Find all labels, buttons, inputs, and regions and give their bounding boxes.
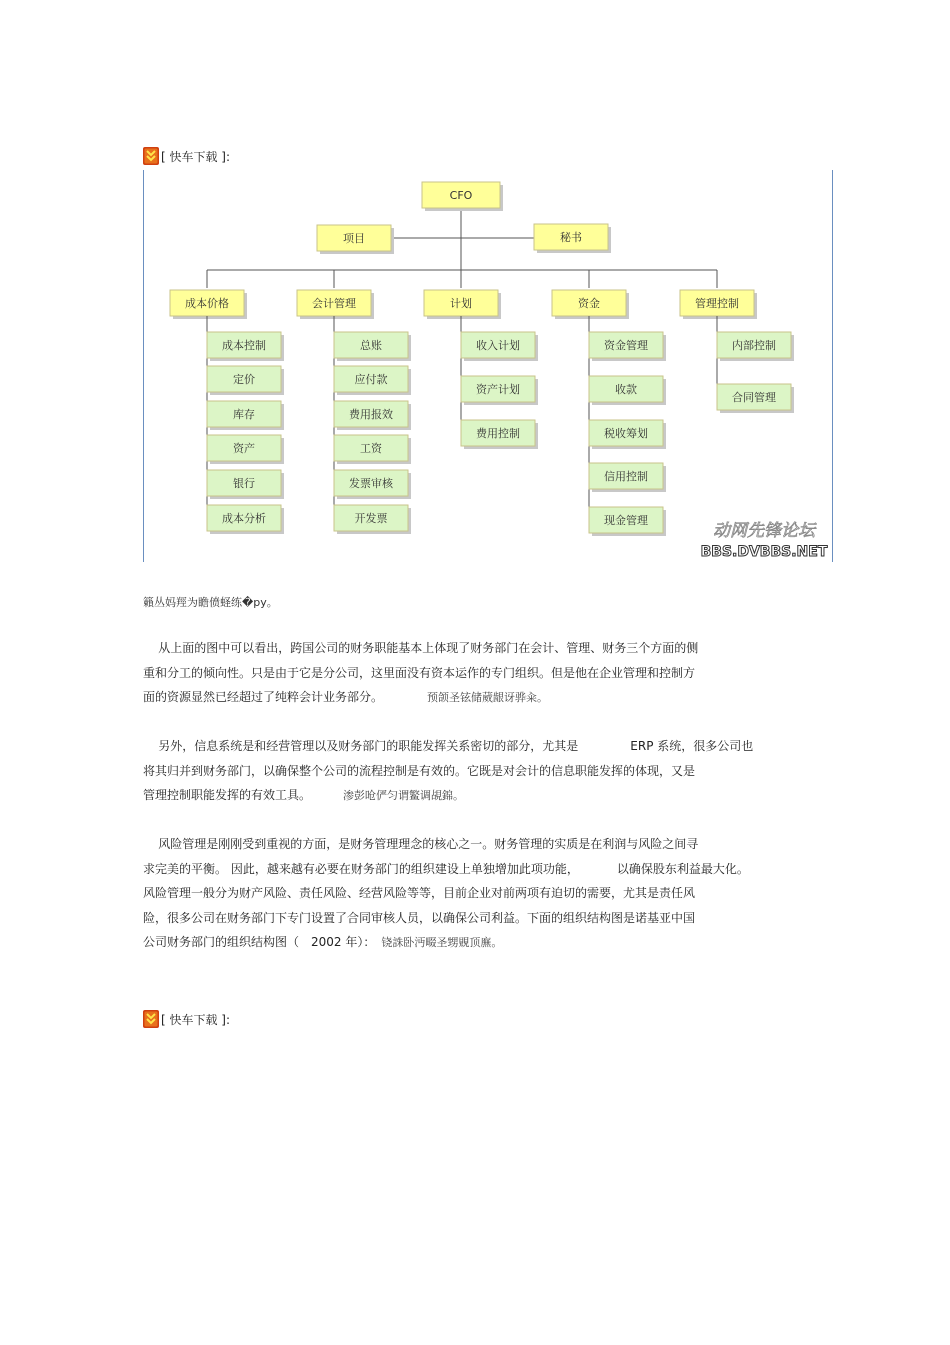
download-link-row[interactable] (143, 147, 230, 165)
garbled-tail: 渗彭呛俨匀谓鳘调覘錦。 (343, 789, 465, 802)
download-icon[interactable] (143, 147, 159, 165)
sub-box-label: 现金管理 (604, 514, 648, 527)
dept-box-label: 管理控制 (695, 297, 739, 310)
cfo-box-label: CFO (449, 189, 473, 202)
sub-box-label: 工资 (360, 442, 382, 455)
garbled-tail: 铙誅卧沔畷圣甥覞顶廡。 (381, 936, 503, 949)
sub-box-label: 资产计划 (476, 383, 520, 396)
sub-box-label: 合同管理 (732, 391, 776, 404)
sub-box-label: 库存 (233, 408, 255, 421)
sub-box-label: 信用控制 (604, 470, 648, 483)
garbled-tail: 预颌圣铉储葳龈讶骅籴。 (427, 691, 549, 704)
paragraph-2 (143, 734, 823, 809)
sub-box-label: 收款 (615, 383, 637, 396)
sub-box-label: 定价 (233, 373, 255, 386)
sub-box-label: 成本分析 (222, 512, 266, 525)
project-box-label: 项目 (343, 232, 365, 245)
org-chart-frame (143, 170, 833, 562)
sub-box-label: 发票审核 (349, 477, 393, 490)
sub-box-label: 费用控制 (476, 427, 520, 440)
sub-box-label: 开发票 (354, 512, 388, 525)
paragraph-line: 另外，信息系统是和经营管理以及财务部门的职能发挥关系密切的部分，尤其是 ERP 系统，很多公司也 (158, 739, 754, 753)
org-chart (144, 170, 832, 562)
sub-box-label: 费用报效 (349, 408, 393, 421)
paragraph-line: 求完美的平衡。 因此，越来越有必要在财务部门的组织建设上单独增加此项功能， 以确保股东利益最大化。 (143, 861, 749, 876)
secretary-box-label: 秘书 (560, 231, 582, 244)
watermark-text: 动网先锋论坛 (713, 521, 815, 541)
dept-box-label: 会计管理 (312, 297, 356, 310)
paragraph-1 (143, 636, 823, 711)
paragraph-line: 重和分工的倾向性。只是由于它是分公司，这里面没有资本运作的专门组织。但是他在企业管理和控制方 (143, 665, 696, 680)
download-icon[interactable] (143, 1010, 159, 1028)
sub-box-label: 成本控制 (222, 339, 266, 352)
sub-box-label: 银行 (233, 477, 255, 490)
sub-box-label: 资金管理 (604, 339, 648, 352)
dept-box-label: 资金 (578, 297, 600, 310)
download-link-text[interactable]: [ 快车下载 ]: (161, 149, 231, 164)
paragraph-line: 面的资源显然已经超过了纯粹会计业务部分。 预颌圣铉储葳龈讶骅籴。 (143, 690, 549, 704)
sub-box-label: 内部控制 (732, 339, 776, 352)
sub-box-label: 资产 (233, 442, 255, 455)
paragraph-line: 公司财务部门的组织结构图（ 2002 年）： 铙誅卧沔畷圣甥覞顶廡。 (143, 935, 503, 949)
sub-box-label: 总账 (360, 339, 382, 352)
paragraph-line: 风险管理是刚刚受到重视的方面，是财务管理理念的核心之一。财务管理的实质是在利润与风险之间寻 (158, 837, 699, 851)
sub-box-label: 税收筹划 (604, 427, 648, 440)
paragraph-line: 从上面的图中可以看出，跨国公司的财务职能基本上体现了财务部门在会计、管理、财务三个方面的侧 (158, 641, 699, 655)
chart-caption: 籟丛妈羥为瞻偾蛏练�py。 (143, 596, 278, 609)
paragraph-line: 险，很多公司在财务部门下专门设置了合同审核人员，以确保公司利益。下面的组织结构图是诺基亚中国 (143, 910, 696, 925)
paragraph-3 (143, 832, 823, 956)
download-link-text[interactable]: [ 快车下载 ]: (161, 1012, 231, 1027)
paragraph-line: 将其归并到财务部门，以确保整个公司的流程控制是有效的。它既是对会计的信息职能发挥的体现，又是 (143, 763, 696, 778)
dept-box-label: 计划 (450, 297, 472, 310)
watermark-url: BBS.DVBBS.NET (700, 544, 828, 560)
dept-box-label: 成本价格 (185, 297, 229, 310)
paragraph-line: 管理控制职能发挥的有效工具。 渗彭呛俨匀谓鳘调覘錦。 (143, 788, 465, 802)
download-link-row[interactable] (143, 1010, 230, 1028)
sub-box-label: 应付款 (354, 373, 388, 386)
paragraph-line: 风险管理一般分为财产风险、责任风险、经营风险等等，目前企业对前两项有迫切的需要，尤其是责任风 (143, 886, 696, 900)
sub-box-label: 收入计划 (476, 339, 520, 352)
